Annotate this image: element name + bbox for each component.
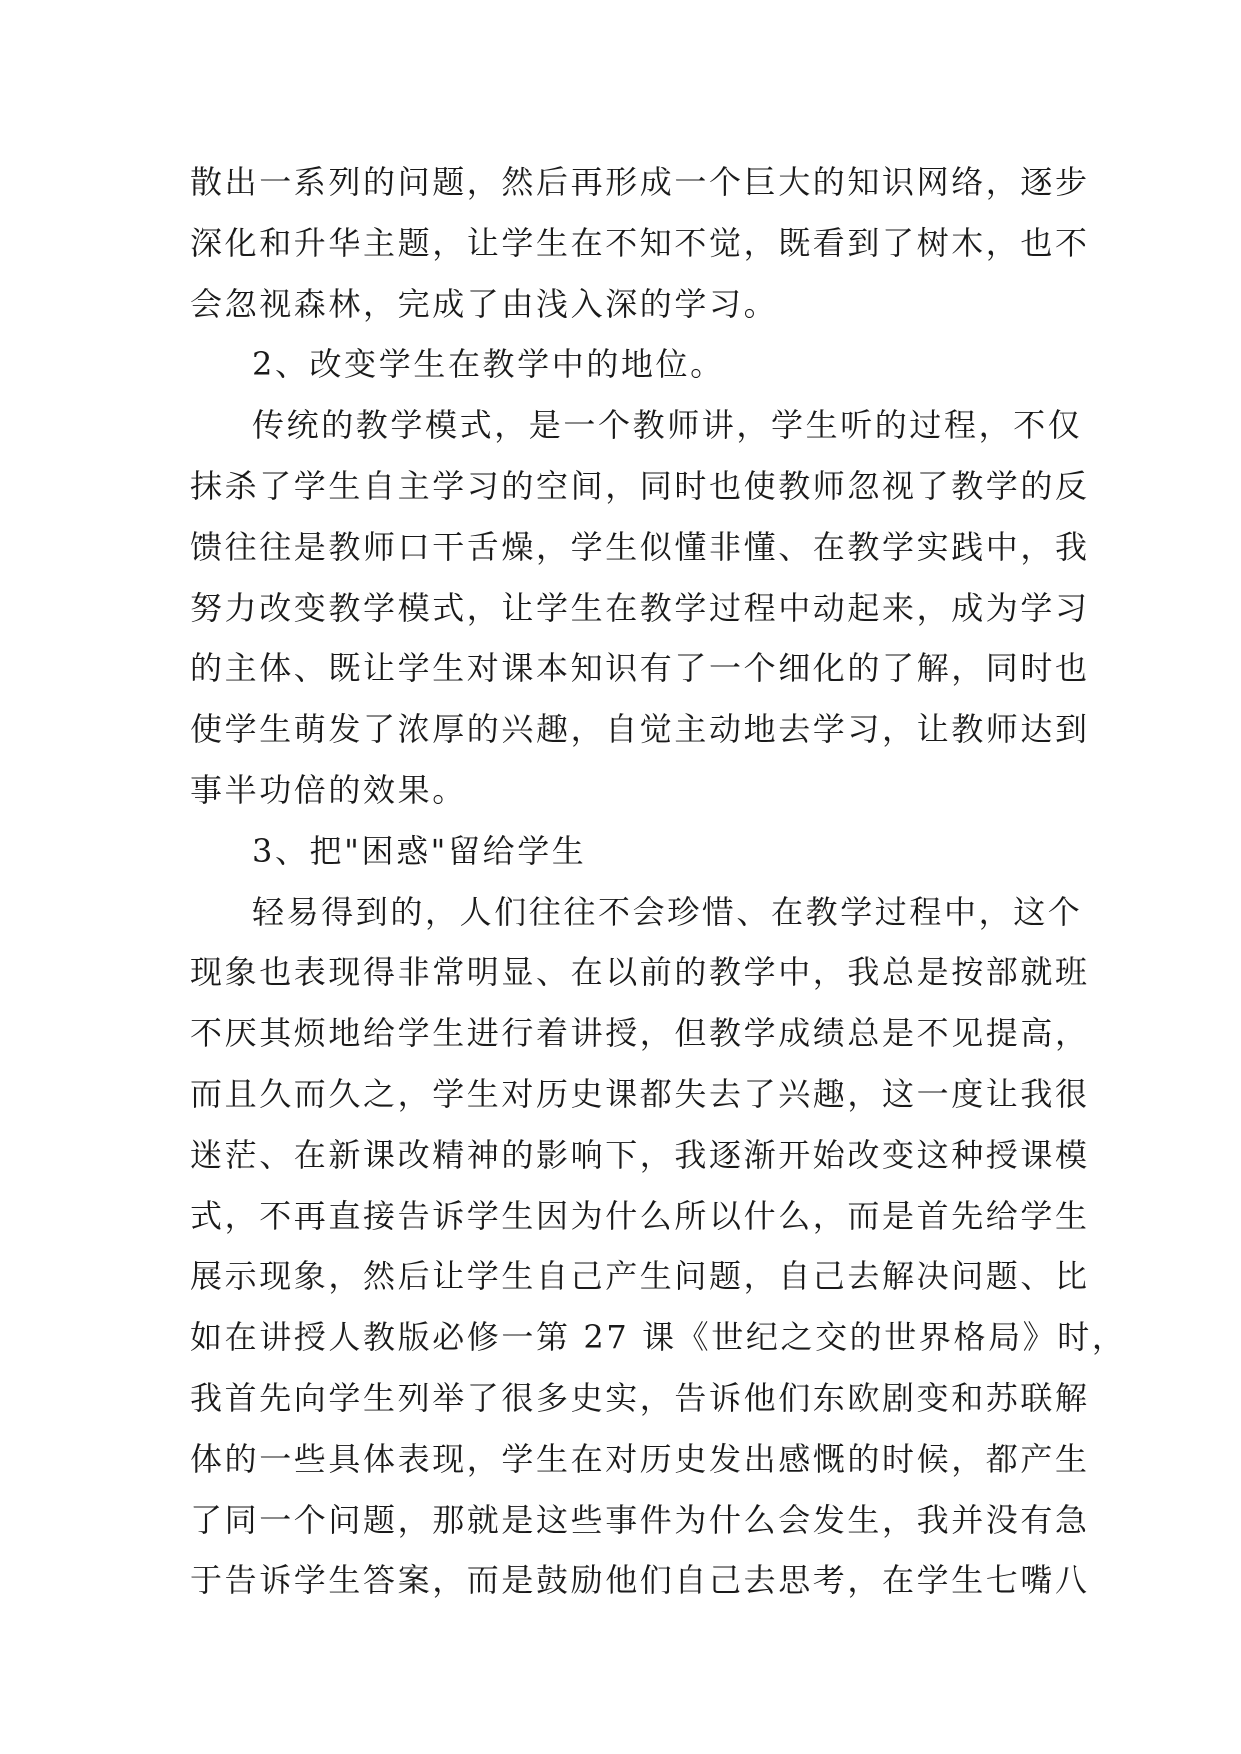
- text-line: 现象也表现得非常明显、在以前的教学中，我总是按部就班: [190, 953, 1090, 992]
- text-line: 式，不再直接告诉学生因为什么所以什么，而是首先给学生: [190, 1196, 1090, 1235]
- text-line: 我首先向学生列举了很多史实，告诉他们东欧剧变和苏联解: [190, 1378, 1090, 1417]
- text-line: 散出一系列的问题，然后再形成一个巨大的知识网络，逐步: [190, 163, 1090, 201]
- text-line: 抹杀了学生自主学习的空间，同时也使教师忽视了教学的反: [190, 466, 1090, 505]
- text-line: 体的一些具体表现，学生在对历史发出感慨的时候，都产生: [190, 1439, 1090, 1478]
- text-line: 而且久而久之，学生对历史课都失去了兴趣，这一度让我很: [190, 1074, 1090, 1113]
- text-line: 的主体、既让学生对课本知识有了一个细化的了解，同时也: [190, 649, 1090, 688]
- text-line: 传统的教学模式，是一个教师讲，学生听的过程，不仅: [252, 406, 1083, 445]
- text-line: 深化和升华主题，让学生在不知不觉，既看到了树木，也不: [190, 223, 1090, 262]
- text-line: 事半功倍的效果。: [190, 770, 467, 809]
- text-line: 展示现象，然后让学生自己产生问题，自己去解决问题、比: [190, 1257, 1090, 1296]
- text-line: 轻易得到的，人们往往不会珍惜、在教学过程中，这个: [252, 892, 1083, 931]
- text-line: 迷茫、在新课改精神的影响下，我逐渐开始改变这种授课模: [190, 1135, 1090, 1174]
- text-line: 努力改变教学模式，让学生在教学过程中动起来，成为学习: [190, 588, 1090, 627]
- text-line: 不厌其烦地给学生进行着讲授，但教学成绩总是不见提高，: [190, 1014, 1090, 1053]
- text-line: 如在讲授人教版必修一第 27 课《世纪之交的世界格局》时，: [190, 1318, 1127, 1357]
- text-line: 使学生萌发了浓厚的兴趣，自觉主动地去学习，让教师达到: [190, 710, 1090, 749]
- body-text: [190, 152, 1127, 1611]
- text-line: 会忽视森林，完成了由浅入深的学习。: [190, 284, 779, 323]
- text-line: 于告诉学生答案，而是鼓励他们自己去思考，在学生七嘴八: [190, 1561, 1090, 1600]
- text-line: 3、把"困惑"留给学生: [252, 831, 587, 870]
- text-line: 馈往往是教师口干舌燥，学生似懂非懂、在教学实践中，我: [190, 527, 1090, 566]
- text-line: 2、改变学生在教学中的地位。: [252, 345, 725, 384]
- text-line: 了同一个问题，那就是这些事件为什么会发生，我并没有急: [190, 1500, 1090, 1539]
